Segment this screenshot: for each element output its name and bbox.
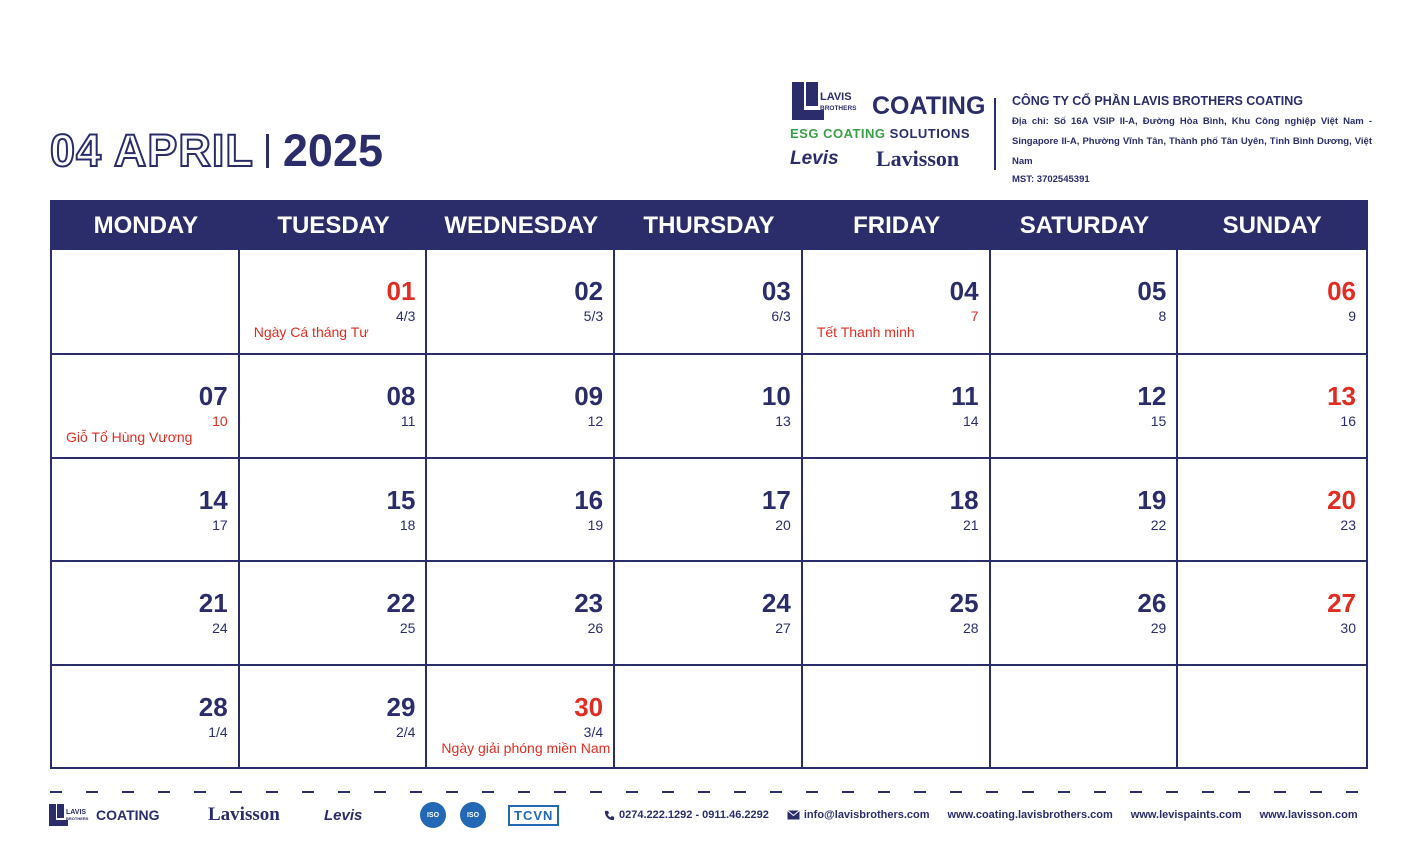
lunar-date: 23: [1340, 516, 1356, 533]
holiday-label: Giỗ Tổ Hùng Vương: [66, 429, 193, 446]
lunar-date: 14: [962, 413, 979, 430]
solar-date: 29: [386, 691, 416, 722]
day-cell-22: [240, 560, 428, 663]
solar-date: 04: [949, 276, 979, 306]
lunar-date: 4/3: [395, 308, 416, 324]
weekday-sunday: SUNDAY: [1222, 212, 1322, 239]
day-cell-25: [803, 560, 991, 663]
day-cell-12: [991, 353, 1179, 456]
lunar-date: 18: [399, 516, 416, 533]
svg-text:BROTHERS: BROTHERS: [66, 816, 89, 821]
lunar-date: 15: [1150, 413, 1167, 430]
empty-day-cell: [803, 664, 991, 767]
company-tax-code: MST: 3702545391: [1012, 174, 1090, 185]
solar-date: 11: [951, 381, 979, 412]
day-cell-15: [240, 457, 428, 560]
solar-date: 08: [386, 381, 416, 412]
solar-date: 23: [574, 588, 604, 619]
footer-contacts: [604, 800, 1358, 830]
iso-badge-9001: ISO: [420, 802, 446, 828]
lunar-date: 2/4: [395, 723, 416, 740]
day-cell-24: [615, 560, 803, 663]
day-cell-01: [240, 250, 428, 353]
mail-icon: [787, 810, 800, 820]
title-divider: [266, 134, 269, 168]
day-cell-20: [1178, 457, 1366, 560]
weekday-friday: FRIDAY: [853, 212, 941, 239]
lunar-date: 25: [399, 620, 416, 637]
company-info: [1012, 94, 1372, 188]
solar-date: 19: [1137, 484, 1167, 515]
solar-date: 13: [1327, 381, 1356, 412]
iso-badge-14001: ISO: [460, 802, 486, 828]
email-contact[interactable]: [787, 809, 930, 821]
footer-coating-label: COATING: [96, 807, 160, 823]
lunar-date: 20: [775, 516, 791, 533]
phone-contact[interactable]: [604, 809, 769, 821]
day-cell-06: [1178, 250, 1366, 353]
lunar-date: 16: [1340, 413, 1356, 430]
footer-coating-logo: [48, 800, 160, 830]
day-cell-16: [427, 457, 615, 560]
day-cell-18: [803, 457, 991, 560]
solar-date: 16: [574, 484, 604, 515]
tcvn-badge: TCVN: [508, 805, 559, 826]
calendar-grid: [50, 200, 1368, 769]
lavisson-logo: Lavisson: [876, 146, 960, 171]
phone-number: 0274.222.1292 - 0911.46.2292: [619, 809, 769, 821]
empty-day-cell: [615, 664, 803, 767]
weekday-thursday: THURSDAY: [643, 212, 775, 239]
lunar-date: 19: [587, 516, 604, 533]
lunar-date: 3/4: [583, 723, 604, 740]
day-cell-27: [1178, 560, 1366, 663]
title-month: 04 APRIL: [50, 125, 254, 176]
brand-tagline: [790, 126, 970, 141]
calendar-title: [50, 126, 383, 176]
day-cell-10: [615, 353, 803, 456]
lunar-date: 30: [1340, 620, 1356, 637]
day-cell-17: [615, 457, 803, 560]
calendar-body: [52, 250, 1366, 767]
tagline-blue: SOLUTIONS: [889, 126, 971, 141]
day-cell-09: [427, 353, 615, 456]
footer-lavisson-logo: Lavisson: [208, 804, 280, 825]
solar-date: 27: [1327, 588, 1356, 619]
lunar-date: 12: [587, 413, 604, 430]
holiday-label: Ngày Cá tháng Tư: [253, 324, 369, 340]
day-cell-21: [52, 560, 240, 663]
weekday-saturday: SATURDAY: [1019, 212, 1150, 239]
tagline-green: ESG COATING: [790, 126, 886, 141]
lunar-date: 17: [212, 516, 228, 533]
solar-date: 22: [386, 588, 416, 619]
lunar-date: 6/3: [771, 308, 791, 324]
brand-coating-label: COATING: [872, 92, 986, 120]
levis-logo: Levis: [790, 148, 839, 169]
weekday-header: [52, 202, 1366, 250]
day-cell-30: [427, 664, 615, 767]
empty-day-cell: [991, 664, 1179, 767]
solar-date: 05: [1137, 276, 1167, 306]
solar-date: 15: [386, 484, 416, 515]
website-link-coating[interactable]: www.coating.lavisbrothers.com: [947, 809, 1113, 821]
day-cell-07: [52, 353, 240, 456]
lunar-date: 29: [1150, 620, 1167, 637]
day-cell-26: [991, 560, 1179, 663]
holiday-label: Ngày giải phóng miền Nam: [441, 739, 611, 756]
svg-text:LAVIS: LAVIS: [66, 809, 87, 816]
certification-badges: [420, 800, 559, 830]
lunar-date: 1/4: [208, 723, 228, 740]
lunar-date: 11: [400, 413, 416, 430]
solar-date: 25: [949, 588, 979, 619]
footer-dashed-divider: [50, 791, 1368, 793]
lunar-date: 27: [775, 620, 791, 637]
day-cell-28: [52, 664, 240, 767]
brand-block: [788, 78, 988, 174]
solar-date: 01: [386, 276, 416, 306]
day-cell-14: [52, 457, 240, 560]
lunar-date: 13: [775, 413, 791, 430]
footer-levis-logo: Levis: [324, 806, 363, 824]
solar-date: 06: [1327, 276, 1356, 306]
empty-day-cell: [52, 250, 240, 353]
day-cell-11: [803, 353, 991, 456]
lunar-date: 10: [212, 413, 228, 430]
lavis-brothers-logo: [790, 80, 862, 122]
lunar-date: 24: [212, 620, 228, 637]
solar-date: 18: [949, 484, 979, 515]
day-cell-03: [615, 250, 803, 353]
lunar-date: 9: [1348, 308, 1356, 324]
day-cell-05: [991, 250, 1179, 353]
svg-text:LAVIS: LAVIS: [820, 91, 852, 103]
day-cell-13: [1178, 353, 1366, 456]
day-cell-02: [427, 250, 615, 353]
solar-date: 07: [198, 381, 228, 412]
day-cell-23: [427, 560, 615, 663]
solar-date: 14: [198, 484, 228, 515]
lunar-date: 5/3: [583, 308, 604, 324]
solar-date: 10: [761, 381, 791, 412]
solar-date: 09: [574, 381, 604, 412]
holiday-label: Tết Thanh minh: [816, 324, 915, 340]
phone-icon: [604, 810, 615, 821]
day-cell-08: [240, 353, 428, 456]
lunar-date: 21: [962, 516, 979, 533]
svg-text:BROTHERS: BROTHERS: [820, 105, 857, 112]
day-cell-29: [240, 664, 428, 767]
lunar-date: 26: [587, 620, 604, 637]
website-link-levis[interactable]: www.levispaints.com: [1130, 809, 1242, 821]
email-address: info@lavisbrothers.com: [803, 809, 930, 821]
company-name: CÔNG TY CỔ PHẦN LAVIS BROTHERS COATING: [1012, 94, 1303, 108]
lunar-date: 8: [1158, 308, 1167, 324]
brand-divider: [994, 98, 996, 170]
lavis-brothers-logo-small: [48, 803, 90, 827]
solar-date: 30: [574, 691, 604, 722]
solar-date: 26: [1137, 588, 1167, 619]
solar-date: 28: [198, 691, 228, 722]
title-year: 2025: [282, 125, 383, 176]
solar-date: 02: [574, 276, 604, 306]
lunar-date: 22: [1150, 516, 1167, 533]
company-address: Địa chỉ: Số 16A VSIP II-A, Đường Hòa Bình, Khu Công nghiệp Việt Nam - Singapore II-A, Phường Vĩnh Tân, Thành phố Tân Uyên, Tỉnh Bình Dương, Việt Nam: [1012, 116, 1372, 167]
solar-date: 03: [761, 276, 791, 306]
weekday-monday: MONDAY: [93, 212, 199, 239]
weekday-tuesday: TUESDAY: [277, 212, 390, 239]
lunar-date: 28: [962, 620, 979, 637]
empty-day-cell: [1178, 664, 1366, 767]
weekday-wednesday: WEDNESDAY: [444, 212, 599, 239]
day-cell-04: [803, 250, 991, 353]
solar-date: 24: [761, 588, 791, 619]
website-link-lavisson[interactable]: www.lavisson.com: [1259, 809, 1358, 821]
day-cell-19: [991, 457, 1179, 560]
solar-date: 20: [1327, 484, 1356, 515]
solar-date: 12: [1137, 381, 1167, 412]
solar-date: 21: [198, 588, 228, 619]
solar-date: 17: [761, 484, 791, 515]
lunar-date: 7: [970, 308, 979, 324]
